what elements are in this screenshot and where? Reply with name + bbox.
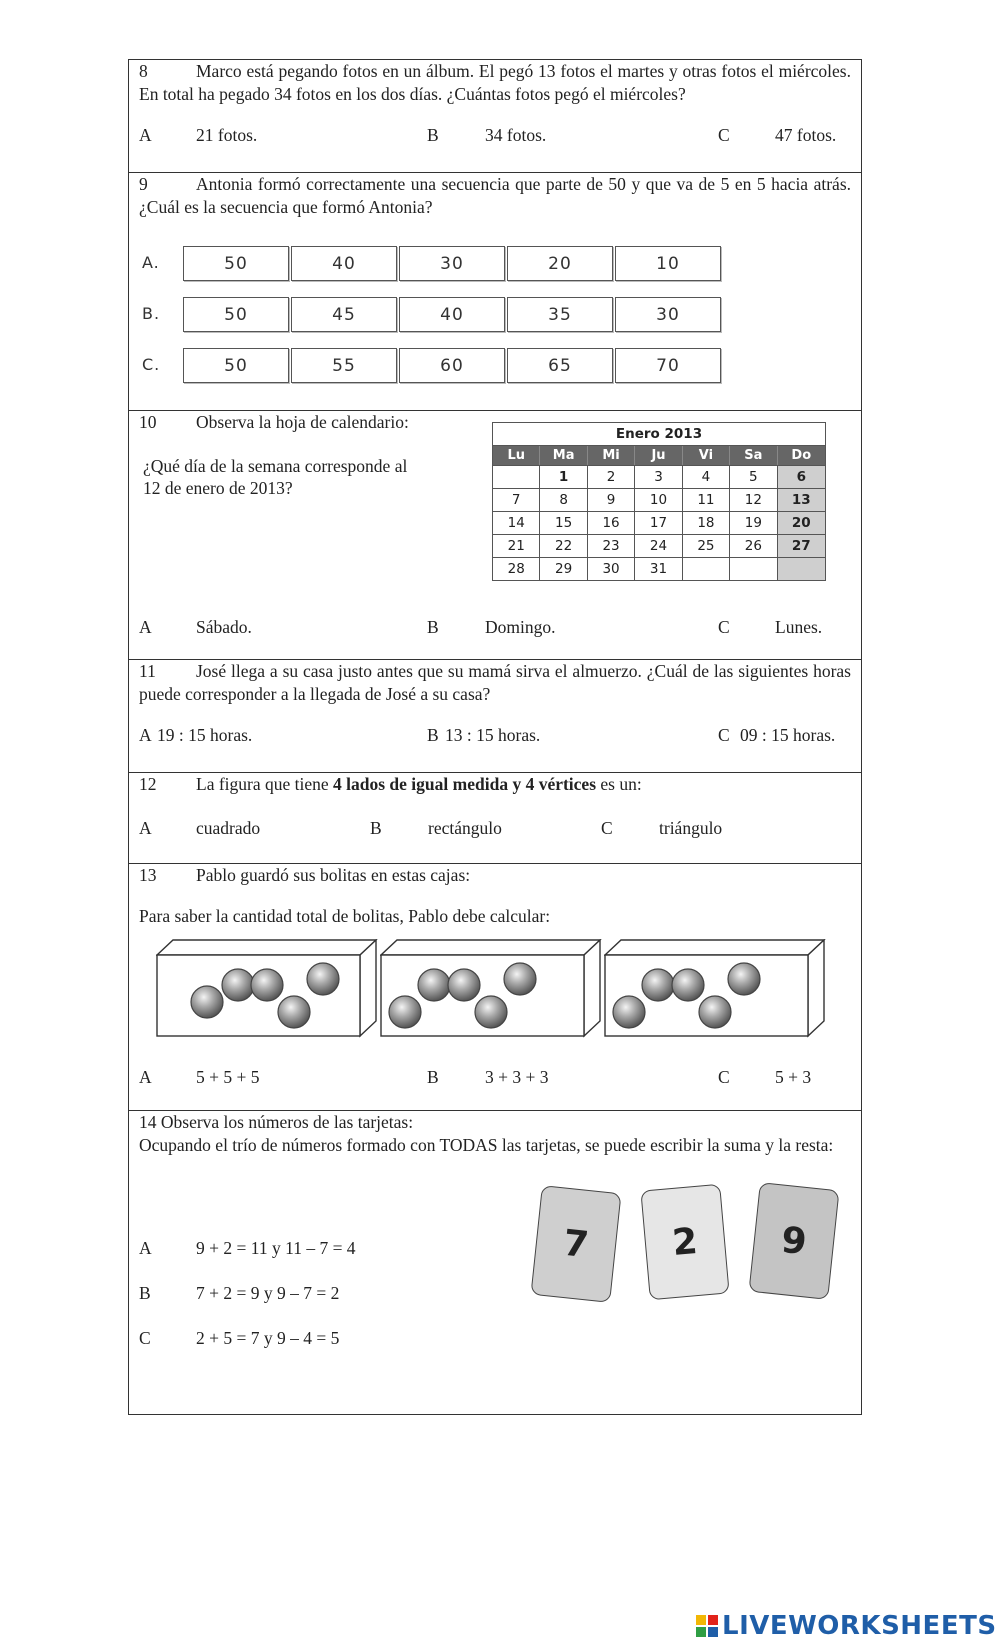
option-text[interactable]: Sábado. xyxy=(196,617,252,637)
calendar-cell: 16 xyxy=(588,511,635,534)
sequence-cell: 60 xyxy=(399,348,505,383)
sequence-cell: 40 xyxy=(291,246,397,281)
option-text[interactable]: Domingo. xyxy=(485,617,556,637)
option-letter[interactable]: B. xyxy=(142,304,161,323)
question-10 xyxy=(129,411,861,660)
option-letter[interactable]: C xyxy=(718,125,730,145)
option-text[interactable]: 13 : 15 horas. xyxy=(445,725,541,745)
option-text[interactable]: 2 + 5 = 7 y 9 – 4 = 5 xyxy=(196,1328,340,1348)
number-card-2: 2 xyxy=(640,1184,729,1301)
calendar-day-header: Ju xyxy=(635,446,682,465)
option-letter[interactable]: B xyxy=(427,125,439,145)
question-11-text: 11 José llega a su casa justo antes que su mamá sirva el almuerzo. ¿Cuál de las siguientes horas puede corresponder a la llegada de José a su casa? xyxy=(139,661,851,704)
calendar-day-header: Sa xyxy=(730,446,777,465)
marble xyxy=(222,969,254,1001)
marble xyxy=(307,963,339,995)
calendar-cell: 21 xyxy=(493,534,540,557)
question-8-text: 8 Marco está pegando fotos en un álbum. El pegó 13 fotos el martes y otras fotos el miércoles. En total ha pegado 34 fotos en los dos días. ¿Cuántas fotos pegó el miércoles? xyxy=(139,61,851,104)
sequence-cell: 45 xyxy=(291,297,397,332)
marble-box-2 xyxy=(380,939,602,1039)
calendar xyxy=(492,422,826,581)
calendar-cell: 4 xyxy=(683,465,730,488)
question-10-line1: ¿Qué día de la semana corresponde al xyxy=(143,456,408,476)
calendar-cell: 17 xyxy=(635,511,682,534)
calendar-cell: 26 xyxy=(730,534,777,557)
option-letter[interactable]: C xyxy=(601,818,613,838)
question-14-text xyxy=(139,1111,851,1156)
sequence-cell: 10 xyxy=(615,246,721,281)
marble xyxy=(613,996,645,1028)
question-13 xyxy=(129,864,861,1111)
option-letter[interactable]: B xyxy=(427,1067,439,1087)
question-13-intro: 13 Pablo guardó sus bolitas en estas cajas: xyxy=(139,865,471,885)
number-card-7: 7 xyxy=(530,1185,621,1303)
option-letter[interactable]: C xyxy=(718,1067,730,1087)
question-number: 12 xyxy=(139,774,157,794)
marble xyxy=(251,969,283,1001)
question-12 xyxy=(129,773,861,864)
calendar-cell: 30 xyxy=(588,557,635,580)
worksheet xyxy=(128,59,862,1415)
calendar-cell: 15 xyxy=(540,511,587,534)
option-text[interactable]: 09 : 15 horas. xyxy=(740,725,836,745)
calendar-cell xyxy=(493,465,540,488)
marble xyxy=(448,969,480,1001)
option-text[interactable]: 5 + 5 + 5 xyxy=(196,1067,260,1087)
question-11 xyxy=(129,660,861,773)
option-text[interactable]: 7 + 2 = 9 y 9 – 7 = 2 xyxy=(196,1283,340,1303)
question-10-line2: 12 de enero de 2013? xyxy=(143,478,293,498)
calendar-cell: 2 xyxy=(588,465,635,488)
calendar-cell xyxy=(683,557,730,580)
calendar-cell: 24 xyxy=(635,534,682,557)
calendar-cell-sunday: 20 xyxy=(778,511,825,534)
calendar-cell-sunday: 6 xyxy=(778,465,825,488)
question-8 xyxy=(129,60,861,173)
sequence-cell: 30 xyxy=(399,246,505,281)
option-text[interactable]: 19 : 15 horas. xyxy=(157,725,253,745)
calendar-cell: 10 xyxy=(635,488,682,511)
liveworksheets-brand: LIVEWORKSHEETS xyxy=(722,1611,997,1641)
sequence-cell: 30 xyxy=(615,297,721,332)
calendar-cell: 8 xyxy=(540,488,587,511)
calendar-cell: 5 xyxy=(730,465,777,488)
marble xyxy=(191,986,223,1018)
calendar-cell-sunday xyxy=(778,557,825,580)
question-9-text: 9 Antonia formó correctamente una secuencia que parte de 50 y que va de 5 en 5 hacia atrás. ¿Cuál es la secuencia que formó Antonia? xyxy=(139,174,851,217)
calendar-cell-sunday: 13 xyxy=(778,488,825,511)
option-text[interactable]: cuadrado xyxy=(196,818,261,838)
question-14 xyxy=(129,1111,861,1416)
option-letter[interactable]: B xyxy=(139,1283,151,1303)
calendar-cell-sunday: 27 xyxy=(778,534,825,557)
calendar-cell: 11 xyxy=(683,488,730,511)
sequence-option-a[interactable] xyxy=(183,246,723,281)
calendar-day-header: Mi xyxy=(588,446,635,465)
question-number: 11 xyxy=(139,661,156,681)
option-letter[interactable]: B xyxy=(427,725,439,745)
option-letter[interactable]: C. xyxy=(142,355,161,374)
calendar-day-header: Do xyxy=(778,446,825,465)
question-12-text: 12 La figura que tiene 4 lados de igual medida y 4 vértices es un: xyxy=(139,774,642,794)
sequence-cell: 40 xyxy=(399,297,505,332)
option-text[interactable]: 3 + 3 + 3 xyxy=(485,1067,549,1087)
marble xyxy=(642,969,674,1001)
option-text[interactable]: 9 + 2 = 11 y 11 – 7 = 4 xyxy=(196,1238,356,1258)
option-letter[interactable]: B xyxy=(370,818,382,838)
option-letter[interactable]: B xyxy=(427,617,439,637)
option-letter[interactable]: A. xyxy=(142,253,160,272)
sequence-cell: 65 xyxy=(507,348,613,383)
liveworksheets-icon xyxy=(695,1614,719,1638)
marble-box-1 xyxy=(156,939,378,1039)
option-letter[interactable]: A xyxy=(139,818,152,838)
calendar-cell: 12 xyxy=(730,488,777,511)
sequence-cell: 35 xyxy=(507,297,613,332)
marble xyxy=(672,969,704,1001)
option-letter[interactable]: A xyxy=(139,1238,152,1258)
option-letter[interactable]: C xyxy=(718,725,730,745)
option-letter[interactable]: C xyxy=(718,617,730,637)
marble xyxy=(728,963,760,995)
calendar-cell: 22 xyxy=(540,534,587,557)
question-14-line1: 14 Observa los números de las tarjetas: xyxy=(139,1112,414,1132)
calendar-cell: 25 xyxy=(683,534,730,557)
calendar-cell: 29 xyxy=(540,557,587,580)
calendar-cell: 14 xyxy=(493,511,540,534)
marble xyxy=(699,996,731,1028)
calendar-day-header: Ma xyxy=(540,446,587,465)
sequence-cell: 20 xyxy=(507,246,613,281)
option-text[interactable]: rectángulo xyxy=(428,818,502,838)
sequence-option-b[interactable] xyxy=(183,297,723,332)
calendar-cell: 7 xyxy=(493,488,540,511)
option-text[interactable]: 47 fotos. xyxy=(775,125,837,145)
question-14-line2: Ocupando el trío de números formado con TODAS las tarjetas, se puede escribir la suma y la resta: xyxy=(139,1134,834,1155)
question-10-intro: 10 Observa la hoja de calendario: xyxy=(139,412,409,432)
calendar-cell: 23 xyxy=(588,534,635,557)
option-text[interactable]: 21 fotos. xyxy=(196,125,258,145)
liveworksheets-logo xyxy=(695,1611,997,1641)
calendar-day-header: Vi xyxy=(683,446,730,465)
option-letter[interactable]: A xyxy=(139,725,152,745)
sequence-cell: 55 xyxy=(291,348,397,383)
question-9 xyxy=(129,173,861,411)
calendar-cell: 9 xyxy=(588,488,635,511)
calendar-cell: 1 xyxy=(540,465,587,488)
sequence-cell: 50 xyxy=(183,348,289,383)
calendar-cell: 18 xyxy=(683,511,730,534)
question-number: 13 xyxy=(139,865,157,885)
calendar-cell: 28 xyxy=(493,557,540,580)
option-text[interactable]: 34 fotos. xyxy=(485,125,547,145)
sequence-cell: 50 xyxy=(183,246,289,281)
calendar-title: Enero 2013 xyxy=(615,426,703,442)
number-card-9: 9 xyxy=(748,1182,839,1300)
marble xyxy=(475,996,507,1028)
question-number: 9 xyxy=(139,174,148,194)
option-letter[interactable]: C xyxy=(139,1328,151,1348)
marble-box-3 xyxy=(604,939,826,1039)
sequence-option-c[interactable] xyxy=(183,348,723,383)
option-text[interactable]: Lunes. xyxy=(775,617,823,637)
calendar-cell xyxy=(730,557,777,580)
question-number: 10 xyxy=(139,412,157,432)
option-letter[interactable]: A xyxy=(139,1067,152,1087)
sequence-cell: 70 xyxy=(615,348,721,383)
option-text[interactable]: 5 + 3 xyxy=(775,1067,812,1087)
calendar-cell: 3 xyxy=(635,465,682,488)
question-number: 8 xyxy=(139,61,148,81)
marble xyxy=(389,996,421,1028)
option-letter[interactable]: A xyxy=(139,617,152,637)
question-13-prompt: Para saber la cantidad total de bolitas, Pablo debe calcular: xyxy=(139,906,551,926)
calendar-day-header: Lu xyxy=(493,446,540,465)
marble xyxy=(504,963,536,995)
calendar-cell: 31 xyxy=(635,557,682,580)
marble xyxy=(418,969,450,1001)
calendar-cell: 19 xyxy=(730,511,777,534)
marble xyxy=(278,996,310,1028)
sequence-cell: 50 xyxy=(183,297,289,332)
option-text[interactable]: triángulo xyxy=(659,818,723,838)
option-letter[interactable]: A xyxy=(139,125,152,145)
calendar-grid xyxy=(493,445,825,580)
